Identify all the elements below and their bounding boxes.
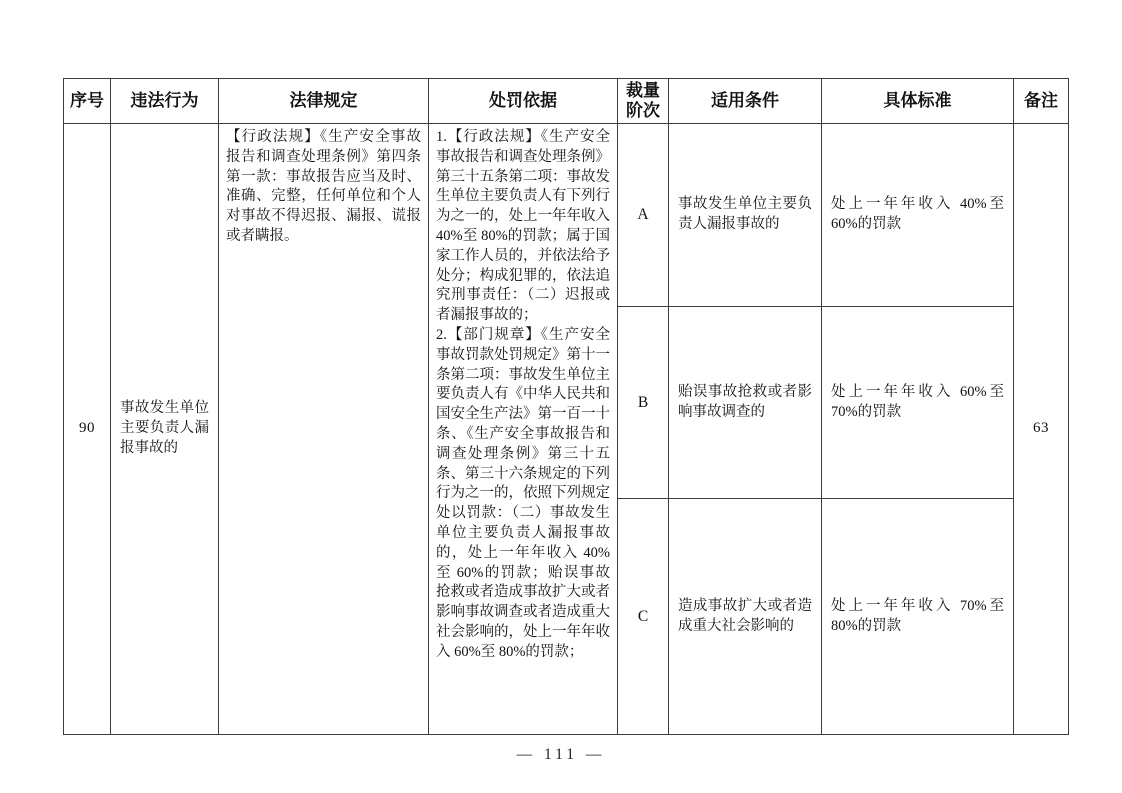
penalty-basis-item-2: 2.【部门规章】《生产安全事故罚款处罚规定》第十一条第二项：事故发生单位主要负责人有《中华人民共和国安全生产法》第一百一十条、《生产安全事故报告和调查处理条例》第三十五条、第三十六条规定的下列行为之一的，依照下列规定处以罚款：（二）事故发生单位主要负责人漏报事故的，处上一年年收入 40%至 60%的罚款；贻误事故抢救或者造成事故扩大或者影响事故调查或者造成重大社会影响的，处上一年年收入 60%至 80%的罚款； [436, 326, 610, 660]
cell-remark: 63 [1014, 124, 1069, 735]
cell-condition-a [669, 124, 822, 307]
condition-text-a: 事故发生单位主要负责人漏报事故的 [678, 196, 812, 232]
header-penalty-basis: 处罚依据 [429, 79, 618, 124]
cell-standard-a [822, 124, 1014, 307]
cell-illegal-act [111, 124, 219, 735]
header-specific-standard: 具体标准 [822, 79, 1014, 124]
cell-standard-c [822, 499, 1014, 735]
cell-tier-level-b: B [618, 307, 669, 499]
tier-row-a [64, 124, 1069, 307]
cell-penalty-basis [429, 124, 618, 735]
cell-tier-level-c: C [618, 499, 669, 735]
cell-serial-number: 90 [64, 124, 111, 735]
condition-text-c: 造成事故扩大或者造成重大社会影响的 [678, 597, 812, 634]
table-header-row [64, 79, 1069, 124]
header-illegal-act: 违法行为 [111, 79, 219, 124]
standard-text-c: 处上一年年收入 70%至 80%的罚款 [831, 597, 1004, 634]
standard-text-b: 处上一年年收入 60%至 70%的罚款 [831, 383, 1004, 420]
standard-text-a: 处上一年年收入 40%至 60%的罚款 [831, 196, 1004, 232]
header-legal-provision: 法律规定 [219, 79, 429, 124]
cell-condition-c [669, 499, 822, 735]
cell-tier-level-a: A [618, 124, 669, 307]
header-applicable-condition: 适用条件 [669, 79, 822, 124]
cell-condition-b [669, 307, 822, 499]
legal-provision-text: 【行政法规】《生产安全事故报告和调查处理条例》第四条第一款：事故报告应当及时、准确、完整，任何单位和个人对事故不得迟报、漏报、谎报或者瞒报。 [226, 129, 421, 244]
cell-legal-provision [219, 124, 429, 735]
cell-standard-b [822, 307, 1014, 499]
penalty-basis-item-1: 1.【行政法规】《生产安全事故报告和调查处理条例》第三十五条第二项：事故发生单位主要负责人有下列行为之一的，处上一年年收入 40%至 80%的罚款；属于国家工作人员的，并依法给予处分；构成犯罪的，依法追究刑事责任：（二）迟报或者漏报事故的； [436, 129, 610, 324]
penalty-table [63, 78, 1069, 735]
header-serial: 序号 [64, 79, 111, 124]
header-discretion-tier: 裁量阶次 [618, 79, 669, 124]
illegal-act-text: 事故发生单位主要负责人漏报事故的 [120, 400, 209, 456]
condition-text-b: 贻误事故抢救或者影响事故调查的 [678, 383, 812, 420]
header-remark: 备注 [1014, 79, 1069, 124]
page-number: — 111 — [516, 746, 606, 763]
